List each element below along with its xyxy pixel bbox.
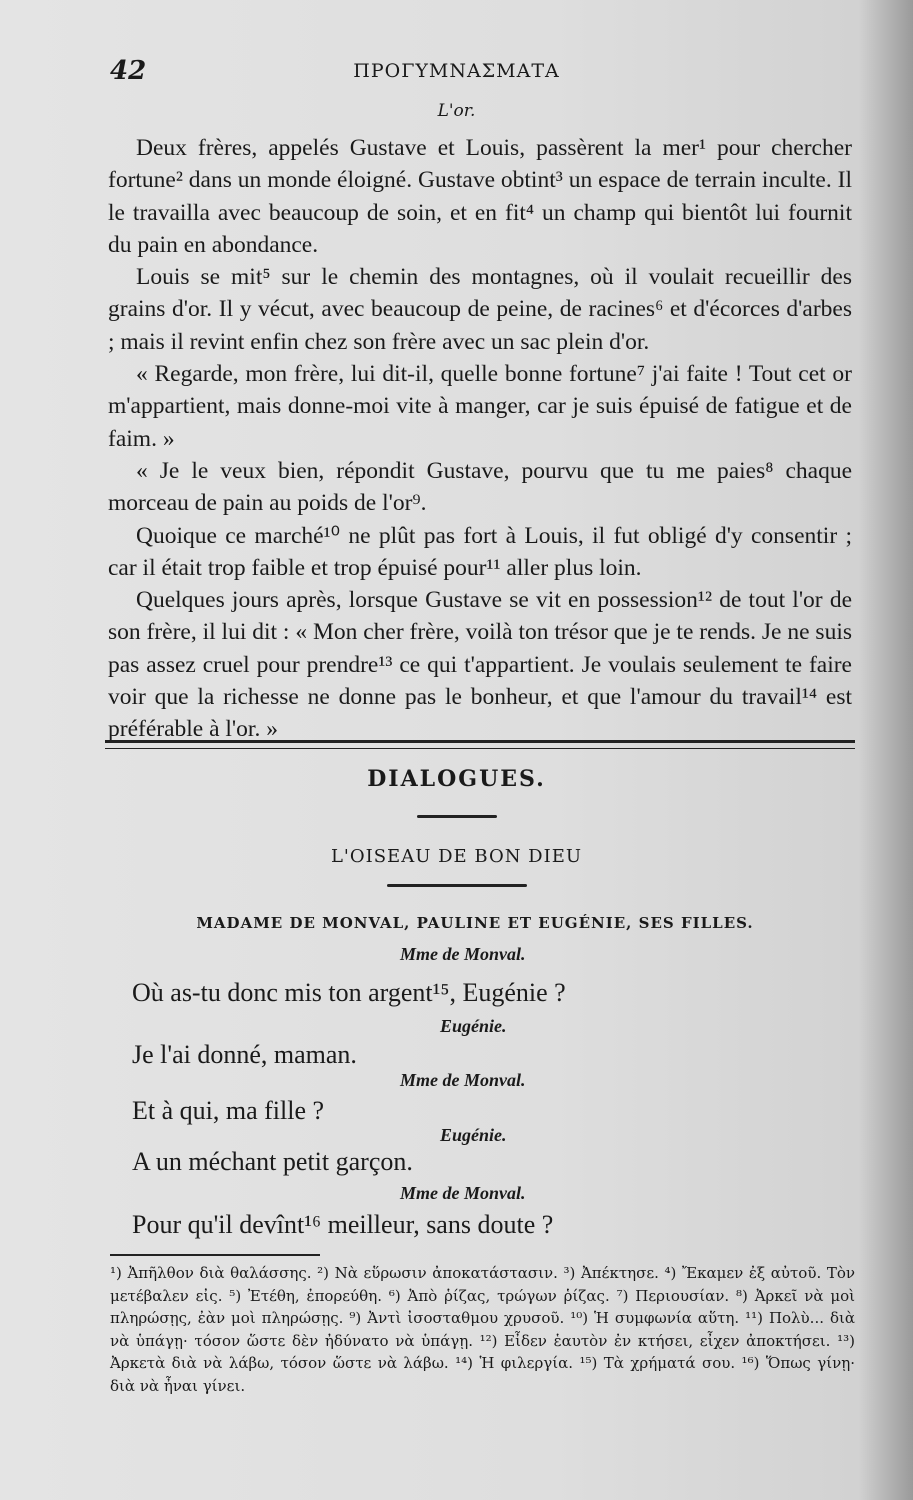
speaker-name: Mme de Monval. xyxy=(400,944,526,964)
paragraph: Quoique ce marché¹⁰ ne plût pas fort à Louis, il fut obligé d'y consentir ; car il était trop faible et trop épuisé pour¹¹ aller plus loin. xyxy=(108,522,852,581)
dialogue-line: A un méchant petit garçon. xyxy=(132,1147,413,1176)
dialogue-title: L'OISEAU DE BON DIEU xyxy=(330,846,583,867)
section-divider xyxy=(105,740,855,749)
dialogue-line: Et à qui, ma fille ? xyxy=(132,1096,325,1125)
dialogue-line: Où as-tu donc mis ton argent¹⁵, Eugénie ? xyxy=(132,978,566,1007)
paragraph: « Regarde, mon frère, lui dit-il, quelle bonne fortune⁷ j'ai faite ! Tout cet or m'appartient, mais donne-moi vite à manger, car je suis épuisé de fatigue et de faim. » xyxy=(108,361,852,452)
dialogue-line: Pour qu'il devînt¹⁶ meilleur, sans doute ? xyxy=(132,1210,554,1239)
running-title: ΠΡΟΓΥΜΝΑΣΜΑΤΑ xyxy=(353,60,560,82)
ornament-divider xyxy=(387,884,527,887)
section-title: L'or. xyxy=(437,101,476,121)
paragraph: Quelques jours après, lorsque Gustave se vit en possession¹² de tout l'or de son frère, il lui dit : « Mon cher frère, voilà ton trésor que je te rends. Je ne suis pas assez cruel pour prendre¹³ ce qui t'appartient. Je voulais seulement te faire voir que la richesse ne donne pas le bonheur, et que l'amour du travail¹⁴ est préférable à l'or. » xyxy=(108,587,852,743)
paragraph: Louis se mit⁵ sur le chemin des montagnes, où il voulait recueillir des grains d'or. Il y vécut, avec beaucoup de peine, de racines⁶ et d'écorces d'arbes ; mais il revint enfin chez son frère avec un sac plein d'or. xyxy=(108,264,852,355)
footnote-rule xyxy=(110,1254,320,1256)
dialogues-heading: DIALOGUES. xyxy=(367,766,546,792)
paragraph: Deux frères, appelés Gustave et Louis, passèrent la mer¹ pour chercher fortune² dans un monde éloigné. Gustave obtint³ un espace de terrain inculte. Il le travailla avec beaucoup de soin, et en fit⁴ un champ qui bientôt lui fournit du pain en abondance. xyxy=(108,135,852,258)
speaker-name: Eugénie. xyxy=(440,1016,507,1036)
speaker-name: Eugénie. xyxy=(440,1125,507,1145)
paragraph: « Je le veux bien, répondit Gustave, pourvu que tu me paies⁸ chaque morceau de pain au poids de l'or⁹. xyxy=(108,457,852,517)
ornament-divider xyxy=(417,815,497,818)
page-number: 42 xyxy=(110,56,147,86)
footnotes: ¹) Ἀπῆλθον διὰ θαλάσσης. ²) Νὰ εὕρωσιν ἀποκατάστασιν. ³) Ἀπέκτησε. ⁴) Ἔκαμεν ἐξ αὐτοῦ. Τὸν μετέβαλεν εἰς. ⁵) Ἐτέθη, ἐπορεύθη. ⁶) Ἀπὸ ῥίζας, τρώγων ῥίζας. ⁷) Περιουσίαν. ⁸) Ἀρκεῖ νὰ μοὶ πληρώσῃς, ἐὰν μοὶ πληρώσῃς. ⁹) Ἀντὶ ἰσοσταθμου χρυσοῦ. ¹⁰) Ἡ συμφωνία αὕτη. ¹¹) Πολὺ... διὰ νὰ ὑπάγῃ· τόσον ὥστε δὲν ἠδύνατο νὰ ὑπάγῃ. ¹²) Εἶδεν ἑαυτὸν ἐν κτήσει, εἶχεν ἀποκτήσει. ¹³) Ἀρκετὰ διὰ νὰ λάβω, τόσον ὥστε νὰ λάβω. ¹⁴) Ἡ φιλεργία. ¹⁵) Τὰ χρήματά σου. ¹⁶) Ὅπως γίνῃ· διὰ νὰ ἦναι γίνει. xyxy=(110,1264,855,1395)
characters-list: MADAME DE MONVAL, PAULINE ET EUGÉNIE, SES FILLES. xyxy=(196,914,754,932)
story-text xyxy=(108,132,852,746)
speaker-name: Mme de Monval. xyxy=(400,1070,526,1090)
speaker-name: Mme de Monval. xyxy=(400,1183,526,1203)
dialogue-line: Je l'ai donné, maman. xyxy=(132,1040,357,1069)
